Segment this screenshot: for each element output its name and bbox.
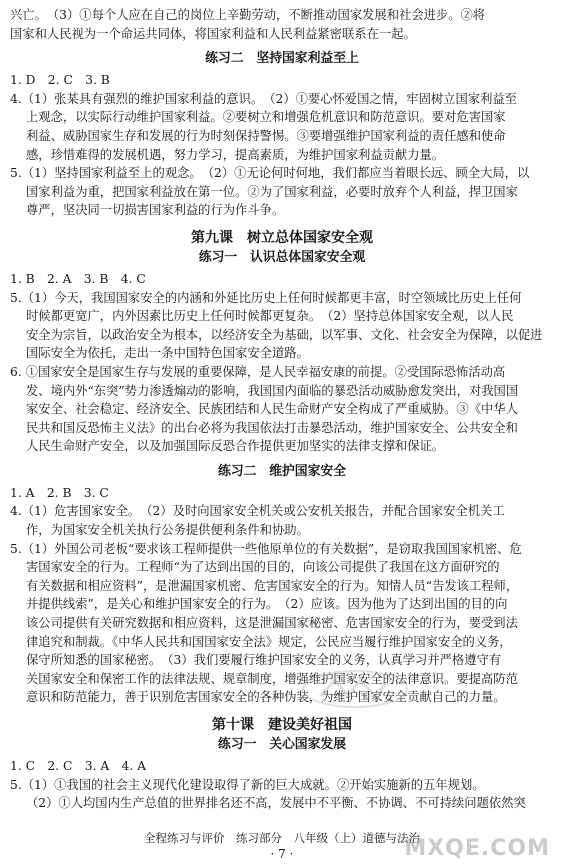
watermark-text: MXQE.COM (404, 836, 550, 861)
answer-line: 感，珍惜难得的发展机遇，努力学习，提高素质，为维护国家利益贡献力量。 (26, 147, 445, 162)
answer-line: 1. D 2. C 3. B (10, 73, 110, 88)
answer-line: 保守所知悉的国家秘密。 （3）我们要履行维护国家安全的义务，认真学习并严格遵守有 (26, 653, 502, 668)
answer-line: 该公司提供有关研究数据和相应资料，这是泄漏国家秘密、危害国家安全的行为，要受到法 (26, 616, 518, 631)
answer-line: 安全为宗旨，以政治安全为根本，以经济安全为基础，以军事、文化、社会安全为保障，以促进 (26, 327, 543, 342)
answer-line: 5.（1）坚持国家利益至上的观念。 （2）①无论何时何地，我们都应当着眼长远、顾全大局，以 (10, 166, 530, 181)
paragraph-line: 国家和人民视为一个命运共同体，将国家利益和人民利益紧密联系在一起。 (10, 26, 416, 41)
answer-line: 尊严，坚决同一切损害国家利益的行为作斗争。 (26, 203, 285, 218)
answer-line: 5.（1）①我国的社会主义现代化建设取得了新的巨大成就。②开始实施新的五年规划。 (10, 777, 485, 792)
answer-line: 4.（1）张某具有强烈的维护国家利益的意识。 （2）①要心怀爱国之情，牢固树立国家利益至 (10, 91, 517, 106)
answer-line: 家安全、社会稳定、经济安全、民族团结和人民生命财产安全构成了严重威胁。③《中华人 (26, 402, 518, 417)
lesson-title: 第十课 建设美好祖国 (212, 717, 352, 733)
paragraph-line: 兴亡。 （3）①每个人应在自己的岗位上辛勤劳动，不断推动国家发展和社会进步。②将 (10, 8, 486, 22)
answer-line: 上观念，以实际行动维护国家利益。②要树立和增强危机意识和防范意识。要对危害国家 (26, 110, 506, 125)
section-heading: 练习二 坚持国家利益至上 (205, 51, 359, 67)
answer-line: 律追究和制裁。《中华人民共和国国家安全法》规定，公民应当履行维护国家安全的义务， (26, 634, 512, 649)
answer-line: 发、境内外“东突”势力渗透煽动的影响，我国国内面临的暴恐活动威胁愈发突出，对我国国 (26, 383, 519, 398)
document-page (10, 6, 554, 813)
section-heading: 练习一 认识总体国家安全观 (198, 249, 366, 265)
answer-line: 5.（1）外国公司老板“要求该工程师提供一些他原单位的有关数据”，是窃取我国国家机密、危 (10, 541, 522, 556)
page-number: · 7 · (270, 847, 294, 861)
answer-line: 5.（1）今天，我国国家安全的内涵和外延比历史上任何时候都更丰富，时空领域比历史上任何 (10, 290, 522, 305)
answer-line: 1. B 2. A 3. B 4. C (10, 271, 146, 286)
answer-line: 害国家安全的行为。工程师“为了达到出国的目的，向该公司提供了我国在这方面研究的 (26, 560, 500, 575)
answer-line: 并提供线索”，是关心和维护国家安全的行为。 （2）应该。因为他为了达到出国的目的向 (26, 597, 508, 612)
answer-line: 作，为国家安全机关执行公务提供便利条件和协助。 (26, 523, 309, 538)
section-heading: 练习一 关心国家发展 (218, 737, 346, 752)
answer-line: 6. ①国家安全是国家生存与发展的重要保障，是人民幸福安康的前提。②受国际恐怖活动高 (10, 364, 506, 379)
answer-line: 民共和国反恐怖主义法》的出台必将为我国依法打击暴恐活动，维护国家安全、公共安全和 (26, 420, 518, 435)
answer-line: 1. C 2. C 3. A 4. A (10, 759, 147, 773)
answer-line: 人民生命财产安全，以及加强国际反恐合作提供更加坚实的法律支撑和保证。 (26, 439, 445, 454)
answer-line: 4.（1）危害国家安全。 （2）及时向国家安全机关或公安机关报告，并配合国家安全机关工 (10, 504, 505, 519)
lesson-title: 第九课 树立总体国家安全观 (191, 229, 373, 246)
section-heading: 练习二 维护国家安全 (218, 463, 346, 479)
answer-line: （2）①人均国内生产总值的世界排名还不高，发展中不平衡、不协调、不可持续问题依然突 (26, 796, 526, 811)
watermark-logo-icon (300, 668, 410, 710)
answer-line: 利益、威胁国家生存和发展的行为时刻保持警惕。③要增强维护国家利益的责任感和使命 (26, 128, 506, 143)
answer-line: 有关数据和相应资料”，是泄漏国家机密、危害国家安全的行为。知情人员“告发该工程师， (26, 578, 519, 593)
answer-line: 意识和防范能力，善于识别危害国家安全的各种伪装，为维护国家安全贡献自己的力量。 (26, 690, 506, 705)
answer-line: 关国家安全和保密工作的法律法规、规章制度，增强维护国家安全的法律意识。要提高防范 (26, 671, 518, 686)
answer-line: 国家利益为重，把国家利益放在第一位。②为了国家利益，必要时放弃个人利益，捍卫国家 (26, 184, 518, 199)
answer-line: 国际安全为依托，走出一条中国特色国家安全道路。 (26, 346, 309, 361)
page-footer: 全程练习与评价 练习部分 八年级（上）道德与法治 (144, 831, 420, 845)
answer-line: 时候都更宽广，内外因素比历史上任何时候都更复杂。 （2）坚持总体国家安全观，以人民 (26, 309, 514, 324)
answer-line: 1. A 2. B 3. C (10, 485, 109, 500)
